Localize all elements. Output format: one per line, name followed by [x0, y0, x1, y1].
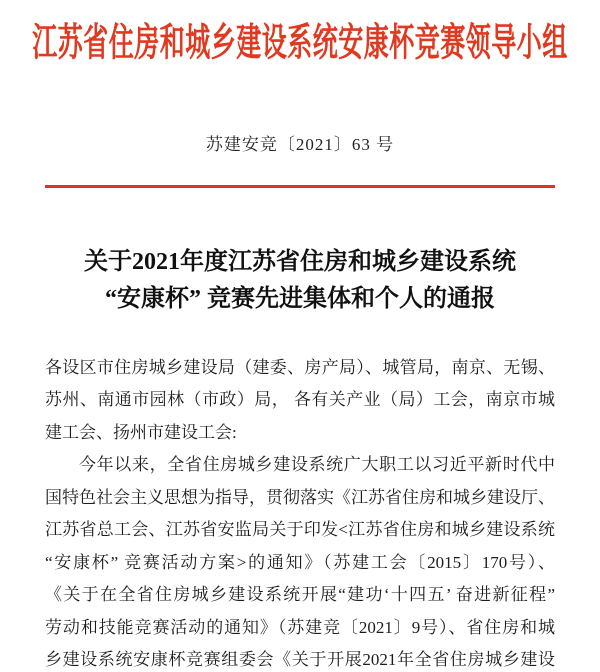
body-line: 乡建设系统安康杯竞赛组委会《关于开展2021年全省住房城乡建设 [45, 650, 555, 669]
document-body [45, 352, 555, 672]
document-title [30, 244, 570, 318]
document-reference-number: 苏建安竞〔2021〕63 号 [205, 135, 395, 154]
body-line: 江苏省总工会、江苏省安监局关于印发<江苏省住房和城乡建设系统 [45, 520, 555, 539]
issuing-authority-masthead [0, 12, 600, 68]
document-title-line-2: “安康杯” 竞赛先进集体和个人的通报 [105, 285, 495, 312]
body-line-paragraph-start: 今年以来，全省住房城乡建设系统广大职工以习近平新时代中 [79, 455, 555, 474]
body-line: 各设区市住房城乡建设局（建委、房产局）、城管局，南京、无锡、 [45, 357, 555, 377]
body-line: 《关于在全省住房城乡建设系统开展“建功‘十四五’ 奋进新征程” [45, 585, 555, 604]
body-line: 苏州、南通市园林（市政）局， 各有关产业（局）工会，南京市城 [45, 390, 555, 409]
body-line: 国特色社会主义思想为指导，贯彻落实《江苏省住房和城乡建设厅、 [45, 487, 555, 507]
body-line: “安康杯” 竞赛活动方案>的通知》（苏建工会〔2015〕170号）、 [45, 552, 555, 572]
body-line: 劳动和技能竞赛活动的通知》（苏建竞〔2021〕9号）、省住房和城 [45, 617, 555, 637]
issuing-authority-title: 江苏省住房和城乡建设系统安康杯竞赛领导小组 [32, 22, 568, 65]
document-title-line-1: 关于2021年度江苏省住房和城乡建设系统 [84, 248, 516, 275]
body-line-recipients-end: 建工会、扬州市建设工会: [45, 422, 237, 442]
red-divider-rule [45, 185, 555, 188]
